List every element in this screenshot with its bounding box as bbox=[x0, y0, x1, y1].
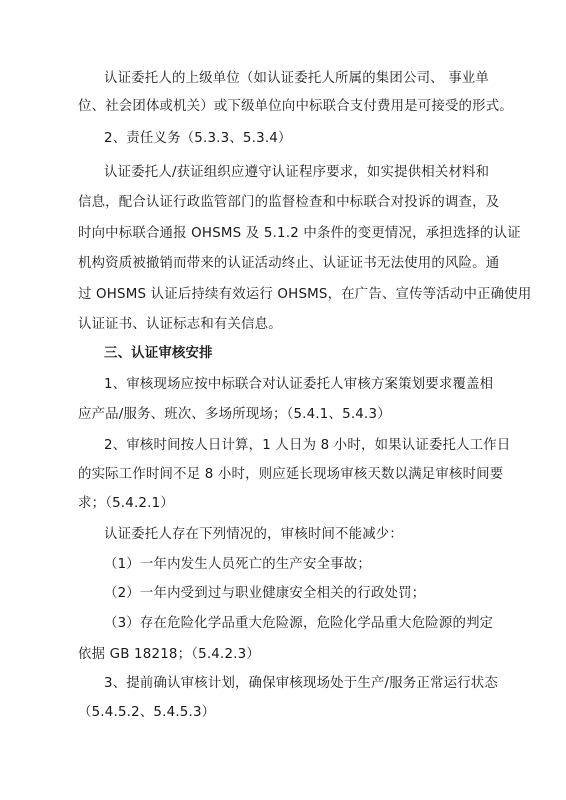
list-item-continuation: 依据 GB 18218；（5.4.2.3） bbox=[78, 647, 260, 662]
section-heading: 2、责任义务（5.3.3、5.3.4） bbox=[104, 131, 292, 146]
paragraph-line: （5.4.5.2、5.4.5.3） bbox=[78, 705, 216, 720]
paragraph-line: 的实际工作时间不足 8 小时，则应延长现场审核天数以满足审核时间要 bbox=[78, 467, 504, 482]
paragraph-line: 认证委托人存在下列情况的，审核时间不能减少： bbox=[104, 527, 403, 542]
paragraph-line: 认证委托人的上级单位（如认证委托人所属的集团公司、 事业单 bbox=[104, 71, 489, 86]
paragraph-line: 位、社会团体或机关）或下级单位向中标联合支付费用是可接受的形式。 bbox=[78, 99, 513, 114]
paragraph-line: 认证证书、认证标志和有关信息。 bbox=[78, 317, 282, 332]
section-title: 三、认证审核安排 bbox=[104, 346, 213, 361]
list-item: （3）存在危险化学品重大危险源，危险化学品重大危险源的判定 bbox=[104, 616, 494, 631]
paragraph-line: 认证委托人/获证组织应遵守认证程序要求，如实提供相关材料和 bbox=[104, 165, 490, 180]
paragraph-line: 时向中标联合通报 OHSMS 及 5.1.2 中条件的变更情况，承担选择的认证 bbox=[78, 226, 521, 241]
paragraph-line: 1、审核现场应按中标联合对认证委托人审核方案策划要求覆盖相 bbox=[104, 377, 494, 392]
paragraph-line: 信息，配合认证行政监管部门的监督检查和中标联合对投诉的调查，及 bbox=[78, 195, 500, 210]
paragraph-line: 应产品/服务、班次、多场所现场；（5.4.1、5.4.3） bbox=[78, 407, 391, 422]
list-item: （1）一年内发生人员死亡的生产安全事故； bbox=[104, 557, 371, 572]
paragraph-line: 过 OHSMS 认证后持续有效运行 OHSMS，在广告、宣传等活动中正确使用 bbox=[78, 287, 532, 302]
list-item: （2）一年内受到过与职业健康安全相关的行政处罚； bbox=[104, 586, 426, 601]
paragraph-line: 3、提前确认审核计划，确保审核现场处于生产/服务正常运行状态 bbox=[104, 676, 498, 691]
paragraph-line: 2、审核时间按人日计算，1 人日为 8 小时，如果认证委托人工作日 bbox=[104, 438, 511, 453]
paragraph-line: 求；（5.4.2.1） bbox=[78, 496, 174, 511]
paragraph-line: 机构资质被撤销而带来的认证活动终止、认证证书无法使用的风险。通 bbox=[78, 256, 500, 271]
